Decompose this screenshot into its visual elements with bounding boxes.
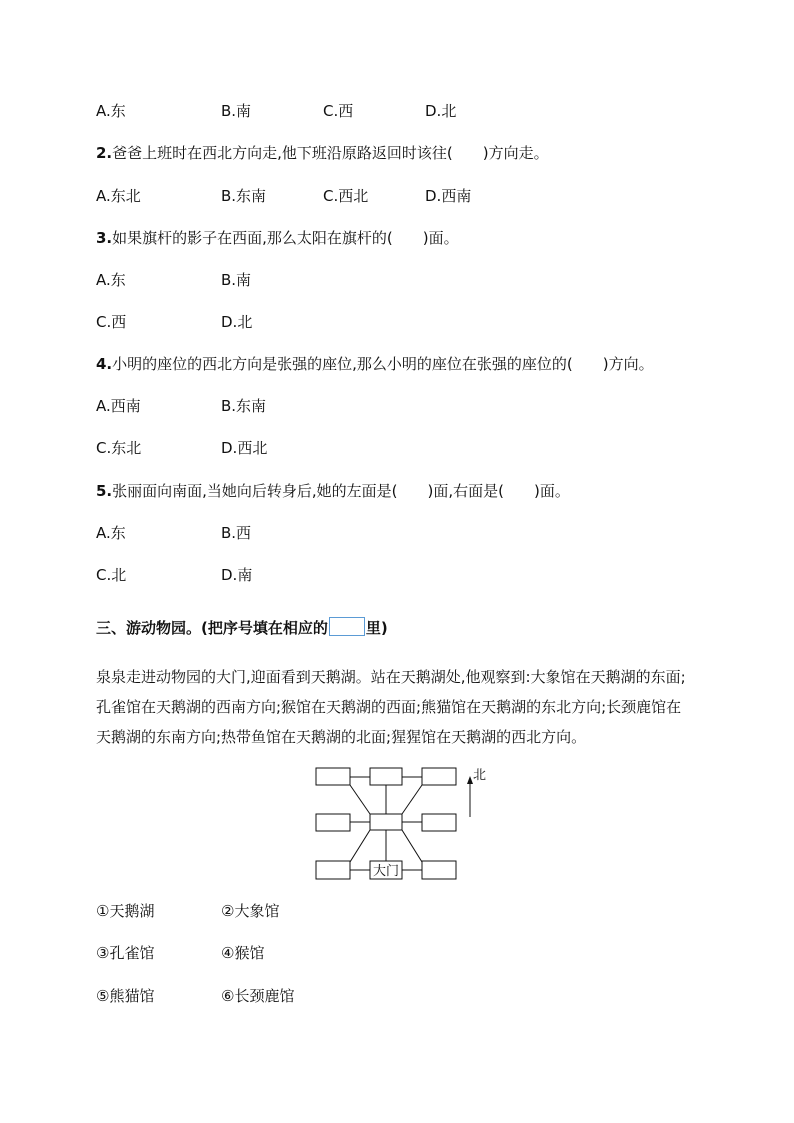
q3-option-d: D.北 — [221, 313, 253, 331]
q3-option-a: A.东 — [96, 271, 126, 289]
q2-option-d: D.西南 — [425, 187, 472, 205]
gate-label: 大门 — [372, 864, 400, 879]
q1-option-d: D.北 — [425, 102, 457, 120]
q5-option-b: B.西 — [221, 524, 252, 542]
item-2: ②大象馆 — [221, 902, 280, 920]
item-6: ⑥长颈鹿馆 — [221, 987, 295, 1005]
q3-text: 如果旗杆的影子在西面,那么太阳在旗杆的( )面。 — [112, 229, 459, 247]
q2-number: 2. — [96, 144, 113, 162]
q3-stem — [96, 228, 459, 248]
map-box-se — [422, 861, 456, 879]
q5-text: 张丽面向南面,当她向后转身后,她的左面是( )面,右面是( )面。 — [112, 482, 570, 500]
north-label: 北 — [473, 768, 487, 783]
q1-option-c: C.西 — [323, 102, 354, 120]
q2-option-a: A.东北 — [96, 187, 141, 205]
answer-box-sample — [329, 617, 365, 636]
q2-option-c: C.西北 — [323, 187, 369, 205]
q2-text: 爸爸上班时在西北方向走,他下班沿原路返回时该往( )方向走。 — [112, 144, 549, 162]
zoo-map — [310, 762, 500, 884]
q4-option-d: D.西北 — [221, 439, 268, 457]
q4-number: 4. — [96, 355, 113, 373]
q5-stem — [96, 481, 570, 501]
item-1: ①天鹅湖 — [96, 902, 155, 920]
section-3-title-post: 里) — [365, 619, 388, 637]
q2-option-b: B.东南 — [221, 187, 267, 205]
item-5: ⑤熊猫馆 — [96, 987, 155, 1005]
q3-number: 3. — [96, 229, 113, 247]
q2-stem — [96, 143, 549, 163]
q3-option-c: C.西 — [96, 313, 127, 331]
map-box-e — [422, 814, 456, 831]
map-box-center — [370, 814, 402, 830]
q4-stem — [96, 354, 654, 374]
q5-option-d: D.南 — [221, 566, 253, 584]
q5-option-c: C.北 — [96, 566, 127, 584]
q5-number: 5. — [96, 482, 113, 500]
q1-option-b: B.南 — [221, 102, 252, 120]
item-4: ④猴馆 — [221, 944, 265, 962]
map-box-ne — [422, 768, 456, 785]
item-3: ③孔雀馆 — [96, 944, 155, 962]
q4-text: 小明的座位的西北方向是张强的座位,那么小明的座位在张强的座位的( )方向。 — [112, 355, 654, 373]
section-3-title — [96, 617, 388, 638]
map-box-w — [316, 814, 350, 831]
zoo-paragraph: 泉泉走进动物园的大门,迎面看到天鹅湖。站在天鹅湖处,他观察到:大象馆在天鹅湖的东面;孔雀馆在天鹅湖的西南方向;猴馆在天鹅湖的西面;熊猫馆在天鹅湖的东北方向;长颈鹿馆在天鹅湖的东南方向;热带鱼馆在天鹅湖的北面;猩猩馆在天鹅湖的西北方向。 — [96, 668, 686, 746]
map-box-nw — [316, 768, 350, 785]
q4-option-c: C.东北 — [96, 439, 142, 457]
q5-option-a: A.东 — [96, 524, 126, 542]
section-3-title-pre: 三、游动物园。(把序号填在相应的 — [96, 619, 328, 637]
map-box-n — [370, 768, 402, 785]
q4-option-a: A.西南 — [96, 397, 141, 415]
q3-option-b: B.南 — [221, 271, 252, 289]
map-box-sw — [316, 861, 350, 879]
q1-option-a: A.东 — [96, 102, 126, 120]
q4-option-b: B.东南 — [221, 397, 267, 415]
